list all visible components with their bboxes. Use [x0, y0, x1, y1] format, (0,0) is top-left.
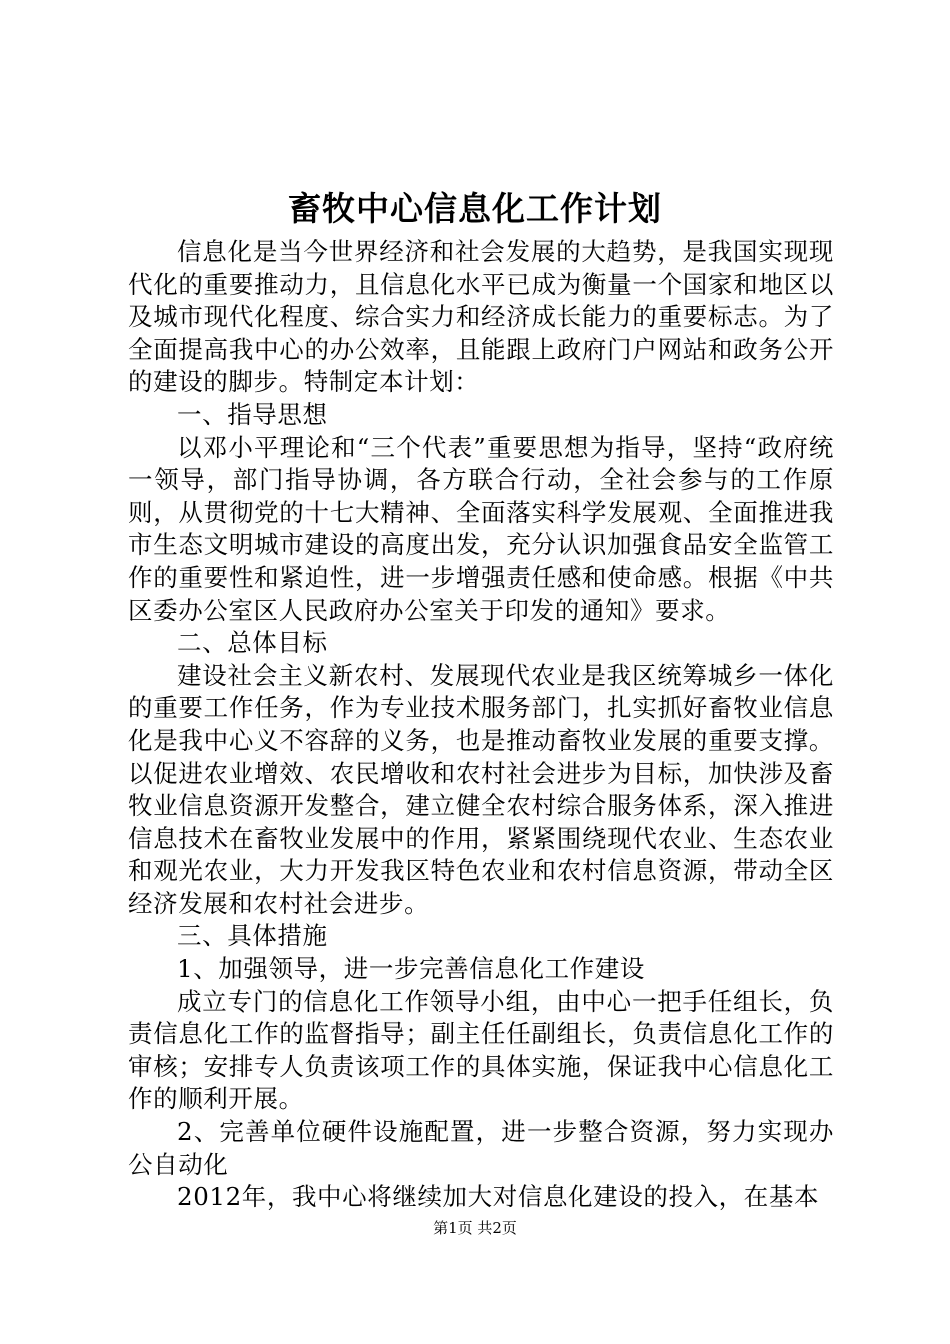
section-heading-specific-measures: 三、具体措施: [177, 921, 328, 951]
page-footer: 第1页 共2页: [433, 1219, 517, 1237]
overall-goal-paragraph: 建设社会主义新农村、发展现代农业是我区统筹城乡一体化的重要工作任务，作为专业技术服务部门，扎实抓好畜牧业信息化是我中心义不容辞的义务，也是推动畜牧业发展的重要支撑。以促进农业增效、农民增收和农村社会进步为目标，加快涉及畜牧业信息资源开发整合，建立健全农村综合服务体系，深入推进信息技术在畜牧业发展中的作用，紧紧围绕现代农业、生态农业和观光农业，大力开发我区特色农业和农村信息资源，带动全区经济发展和农村社会进步。: [128, 660, 834, 918]
hardware-paragraph: 2012年，我中心将继续加大对信息化建设的投入，在基本: [177, 1182, 820, 1212]
subsection-heading-leadership: 1、加强领导，进一步完善信息化工作建设: [177, 954, 645, 984]
section-heading-guiding-thought: 一、指导思想: [177, 399, 328, 429]
document-title: 畜牧中心信息化工作计划: [288, 189, 662, 228]
leadership-paragraph: 成立专门的信息化工作领导小组，由中心一把手任组长，负责信息化工作的监督指导；副主任任副组长，负责信息化工作的审核；安排专人负责该项工作的具体实施，保证我中心信息化工作的顺利开展。: [128, 986, 834, 1114]
section-heading-overall-goal: 二、总体目标: [177, 628, 328, 658]
intro-paragraph: 信息化是当今世界经济和社会发展的大趋势，是我国实现现代化的重要推动力，且信息化水平已成为衡量一个国家和地区以及城市现代化程度、综合实力和经济成长能力的重要标志。为了全面提高我中心的办公效率，且能跟上政府门户网站和政务公开的建设的脚步。特制定本计划：: [128, 237, 834, 397]
document-body: [128, 236, 834, 1214]
guiding-thought-paragraph: 以邓小平理论和“三个代表”重要思想为指导，坚持“政府统一领导，部门指导协调，各方联合行动，全社会参与的工作原则，从贯彻党的十七大精神、全面落实科学发展观、全面推进我市生态文明城市建设的高度出发，充分认识加强食品安全监管工作的重要性和紧迫性，进一步增强责任感和使命感。根据《中共区委办公室区人民政府办公室关于印发的通知》要求。: [128, 432, 834, 625]
subsection-heading-hardware: 2、完善单位硬件设施配置，进一步整合资源，努力实现办公自动化: [128, 1117, 834, 1179]
